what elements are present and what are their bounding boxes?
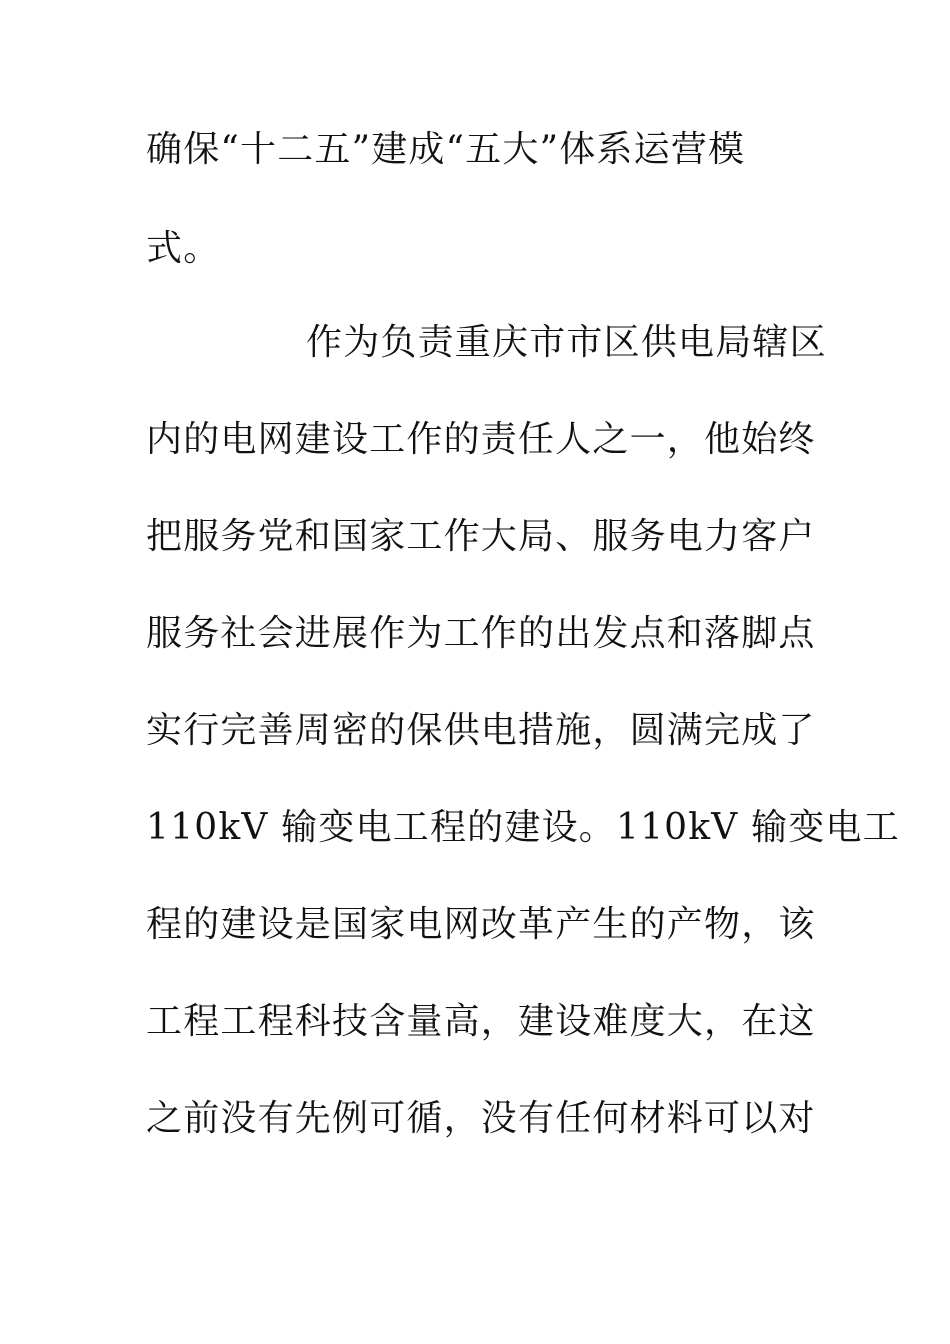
text-line: 式。 bbox=[146, 228, 221, 269]
text-line: 工程工程科技含量高，建设难度大，在这 bbox=[146, 1001, 816, 1042]
text-line: 程的建设是国家电网改革产生的产物，该 bbox=[146, 904, 816, 945]
text-line: 实行完善周密的保供电措施，圆满完成了 bbox=[146, 710, 816, 751]
text-line: 确保“十二五”建成“五大”体系运营模 bbox=[146, 129, 746, 170]
paragraph-first-line: 作为负责重庆市市区供电局辖区 bbox=[306, 322, 827, 363]
text-line: 110kV 输变电工程的建设。110kV 输变电工 bbox=[146, 807, 900, 848]
text-line: 之前没有先例可循，没有任何材料可以对 bbox=[146, 1098, 816, 1139]
text-line: 内的电网建设工作的责任人之一，他始终 bbox=[146, 419, 816, 460]
text-line: 服务社会进展作为工作的出发点和落脚点 bbox=[146, 613, 816, 654]
text-line: 把服务党和国家工作大局、服务电力客户 bbox=[146, 516, 816, 557]
